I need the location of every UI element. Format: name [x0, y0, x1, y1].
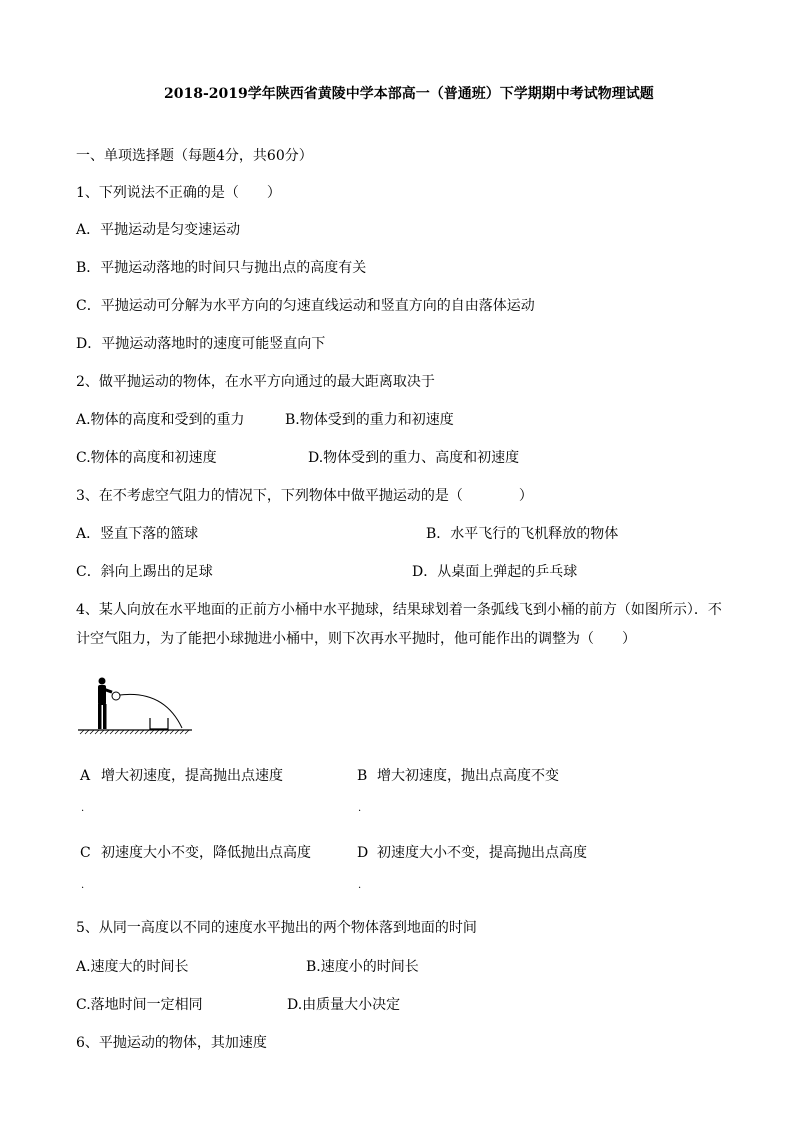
- q1-option-b: B．平抛运动落地的时间只与抛出点的高度有关: [76, 260, 367, 276]
- q2-option-a: A.物体的高度和受到的重力: [76, 412, 245, 428]
- q5-stem: 5、从同一高度以不同的速度水平抛出的两个物体落到地面的时间: [76, 920, 477, 936]
- q3-option-b: B．水平飞行的飞机释放的物体: [426, 526, 619, 542]
- q1-stem: 1、下列说法不正确的是（ ）: [76, 185, 281, 201]
- q4-option-d-letter: D: [357, 845, 369, 861]
- q2-option-b: B.物体受到的重力和初速度: [285, 412, 454, 428]
- q4-dot-c: .: [81, 880, 85, 891]
- q1-option-d: D．平抛运动落地时的速度可能竖直向下: [76, 336, 326, 352]
- q6-stem: 6、平抛运动的物体，其加速度: [76, 1035, 267, 1051]
- section-heading: 一、单项选择题（每题4分，共60分）: [76, 148, 313, 164]
- q4-option-c-text: 初速度大小不变，降低抛出点高度: [101, 845, 311, 861]
- q3-option-c: C．斜向上踢出的足球: [76, 564, 213, 580]
- q4-dot-b: .: [358, 803, 362, 814]
- person-silhouette: [98, 678, 113, 730]
- q5-option-c: C.落地时间一定相同: [76, 997, 203, 1013]
- q4-option-b-text: 增大初速度，抛出点高度不变: [377, 768, 559, 784]
- q3-stem: 3、在不考虑空气阻力的情况下，下列物体中做平抛运动的是（ ）: [76, 488, 533, 504]
- q4-option-a-letter: A: [80, 768, 91, 784]
- q4-dot-d: .: [358, 880, 362, 891]
- q5-option-a: A.速度大的时间长: [76, 959, 189, 975]
- q2-option-d: D.物体受到的重力、高度和初速度: [308, 450, 520, 466]
- bucket: [150, 718, 168, 729]
- q4-option-c-letter: C: [80, 845, 91, 861]
- q4-dot-a: .: [81, 803, 85, 814]
- trajectory-arc: [120, 694, 182, 728]
- q3-option-d: D．从桌面上弹起的乒乓球: [412, 564, 578, 580]
- q5-option-b: B.速度小的时间长: [306, 959, 419, 975]
- q1-option-c: C．平抛运动可分解为水平方向的匀速直线运动和竖直方向的自由落体运动: [76, 298, 535, 314]
- ball: [112, 692, 120, 700]
- q2-stem: 2、做平抛运动的物体，在水平方向通过的最大距离取决于: [76, 374, 435, 390]
- q4-stem-line2: 计空气阻力，为了能把小球抛进小桶中，则下次再水平抛时，他可能作出的调整为（ ）: [76, 631, 636, 647]
- q4-stem-line1: 4、某人向放在水平地面的正前方小桶中水平抛球，结果球划着一条弧线飞到小桶的前方（如图所示）．不: [76, 602, 722, 618]
- q2-option-c: C.物体的高度和初速度: [76, 450, 217, 466]
- q1-option-a: A．平抛运动是匀变速运动: [76, 222, 241, 238]
- q4-option-b-letter: B: [357, 768, 368, 784]
- q4-option-d-text: 初速度大小不变，提高抛出点高度: [377, 845, 587, 861]
- q4-option-a-text: 增大初速度，提高抛出点速度: [101, 768, 283, 784]
- q3-option-a: A．竖直下落的篮球: [76, 526, 199, 542]
- q4-figure: [76, 676, 194, 736]
- page-title: 2018-2019学年陕西省黄陵中学本部高一（普通班）下学期期中考试物理试题: [164, 86, 654, 102]
- q5-option-d: D.由质量大小决定: [287, 997, 401, 1013]
